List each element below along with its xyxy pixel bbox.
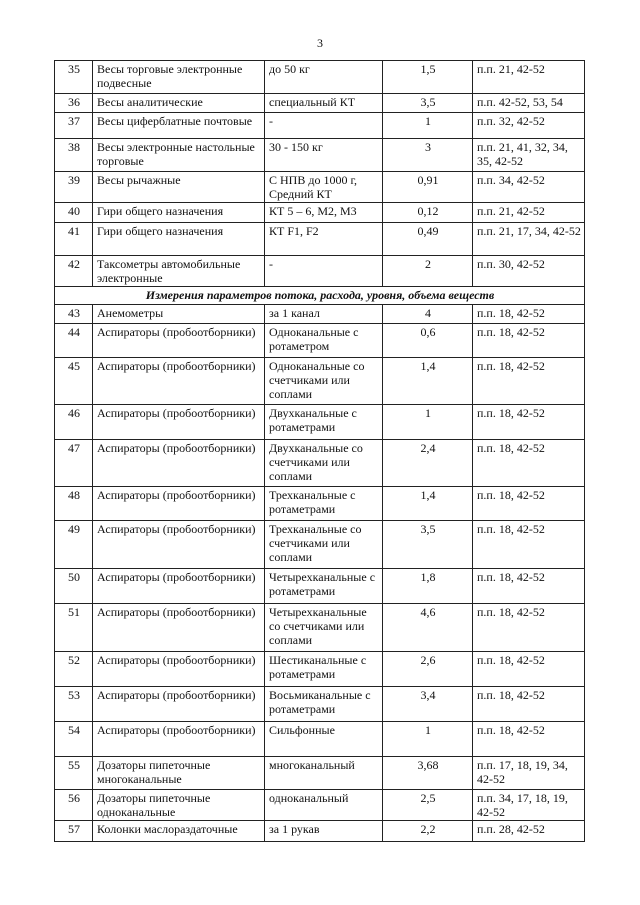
row-reference: п.п. 18, 42-52	[473, 440, 585, 487]
row-value: 2,2	[383, 821, 473, 842]
row-value: 4	[383, 305, 473, 324]
row-reference: п.п. 18, 42-52	[473, 652, 585, 687]
instrument-name: Аспираторы (пробоотборники)	[93, 604, 265, 652]
row-number: 50	[55, 569, 93, 604]
table-row	[55, 487, 585, 521]
row-number: 43	[55, 305, 93, 324]
page-number: 3	[317, 36, 323, 50]
row-value: 1	[383, 405, 473, 440]
row-number: 49	[55, 521, 93, 569]
row-reference: п.п. 30, 42-52	[473, 256, 585, 287]
instrument-spec: Трехканальные с ротаметрами	[265, 487, 383, 521]
row-value: 1	[383, 722, 473, 757]
instrument-spec: Трехканальные со счетчиками или соплами	[265, 521, 383, 569]
table-row	[55, 757, 585, 790]
table-row	[55, 94, 585, 113]
row-reference: п.п. 34, 17, 18, 19, 42-52	[473, 790, 585, 821]
table-row	[55, 358, 585, 405]
instrument-name: Весы рычажные	[93, 172, 265, 203]
instrument-name: Аспираторы (пробоотборники)	[93, 569, 265, 604]
instrument-name: Аспираторы (пробоотборники)	[93, 687, 265, 722]
instrument-spec: Четырехканальные со счетчиками или соплами	[265, 604, 383, 652]
row-value: 1,8	[383, 569, 473, 604]
instrument-name: Аспираторы (пробоотборники)	[93, 521, 265, 569]
instrument-name: Весы циферблатные почтовые	[93, 113, 265, 139]
row-value: 3,5	[383, 521, 473, 569]
instrument-spec: Двухканальные с ротаметрами	[265, 405, 383, 440]
row-value: 4,6	[383, 604, 473, 652]
instrument-spec: С НПВ до 1000 г, Средний КТ	[265, 172, 383, 203]
instrument-name: Аспираторы (пробоотборники)	[93, 358, 265, 405]
row-value: 3,4	[383, 687, 473, 722]
row-reference: п.п. 18, 42-52	[473, 487, 585, 521]
row-number: 53	[55, 687, 93, 722]
row-reference: п.п. 28, 42-52	[473, 821, 585, 842]
row-reference: п.п. 18, 42-52	[473, 405, 585, 440]
row-number: 45	[55, 358, 93, 405]
row-reference: п.п. 42-52, 53, 54	[473, 94, 585, 113]
row-value: 2,6	[383, 652, 473, 687]
instrument-spec: Одноканальные с ротаметром	[265, 324, 383, 358]
row-reference: п.п. 34, 42-52	[473, 172, 585, 203]
instrument-name: Таксометры автомобильные электронные	[93, 256, 265, 287]
instrument-spec: многоканальный	[265, 757, 383, 790]
instrument-name: Аспираторы (пробоотборники)	[93, 652, 265, 687]
instrument-spec: Восьмиканальные с ротаметрами	[265, 687, 383, 722]
row-reference: п.п. 21, 42-52	[473, 61, 585, 94]
instrument-name: Аспираторы (пробоотборники)	[93, 440, 265, 487]
row-value: 1,4	[383, 487, 473, 521]
instrument-name: Гири общего назначения	[93, 223, 265, 256]
instrument-name: Колонки маслораздаточные	[93, 821, 265, 842]
instrument-name: Дозаторы пипеточные одноканальные	[93, 790, 265, 821]
row-number: 35	[55, 61, 93, 94]
row-reference: п.п. 21, 42-52	[473, 203, 585, 223]
row-number: 36	[55, 94, 93, 113]
instrument-name: Весы электронные настольные торговые	[93, 139, 265, 172]
instrument-spec: 30 - 150 кг	[265, 139, 383, 172]
row-reference: п.п. 17, 18, 19, 34, 42-52	[473, 757, 585, 790]
row-reference: п.п. 18, 42-52	[473, 722, 585, 757]
row-number: 39	[55, 172, 93, 203]
row-number: 54	[55, 722, 93, 757]
row-number: 37	[55, 113, 93, 139]
row-reference: п.п. 32, 42-52	[473, 113, 585, 139]
table-row	[55, 324, 585, 358]
row-reference: п.п. 18, 42-52	[473, 604, 585, 652]
row-number: 51	[55, 604, 93, 652]
row-number: 38	[55, 139, 93, 172]
table-body	[55, 61, 585, 842]
table-row	[55, 405, 585, 440]
instrument-spec: до 50 кг	[265, 61, 383, 94]
instrument-name: Гири общего назначения	[93, 203, 265, 223]
row-reference: п.п. 18, 42-52	[473, 569, 585, 604]
row-reference: п.п. 18, 42-52	[473, 358, 585, 405]
row-number: 41	[55, 223, 93, 256]
row-value: 0,12	[383, 203, 473, 223]
row-value: 3	[383, 139, 473, 172]
instrument-spec: специальный КТ	[265, 94, 383, 113]
row-number: 42	[55, 256, 93, 287]
row-number: 56	[55, 790, 93, 821]
instrument-name: Весы торговые электронные подвесные	[93, 61, 265, 94]
table-row	[55, 203, 585, 223]
table-row	[55, 604, 585, 652]
instrument-spec: Двухканальные со счетчиками или соплами	[265, 440, 383, 487]
instrument-spec: Сильфонные	[265, 722, 383, 757]
section-header-row	[55, 287, 585, 305]
table-row	[55, 139, 585, 172]
instrument-spec: КТ 5 – 6, М2, М3	[265, 203, 383, 223]
table-row	[55, 223, 585, 256]
instrument-spec: Шестиканальные с ротаметрами	[265, 652, 383, 687]
instrument-spec: -	[265, 113, 383, 139]
row-number: 47	[55, 440, 93, 487]
row-reference: п.п. 18, 42-52	[473, 324, 585, 358]
instrument-name: Аспираторы (пробоотборники)	[93, 324, 265, 358]
table-row	[55, 256, 585, 287]
row-value: 1,5	[383, 61, 473, 94]
row-value: 3,68	[383, 757, 473, 790]
instrument-spec: Одноканальные со счетчиками или соплами	[265, 358, 383, 405]
instrument-name: Весы аналитические	[93, 94, 265, 113]
row-value: 2,5	[383, 790, 473, 821]
instrument-name: Анемометры	[93, 305, 265, 324]
table-row	[55, 172, 585, 203]
section-title: Измерения параметров потока, расхода, уровня, объема веществ	[55, 287, 585, 305]
row-number: 52	[55, 652, 93, 687]
row-value: 1	[383, 113, 473, 139]
table-row	[55, 113, 585, 139]
row-reference: п.п. 18, 42-52	[473, 687, 585, 722]
row-number: 40	[55, 203, 93, 223]
row-number: 55	[55, 757, 93, 790]
instrument-spec: за 1 канал	[265, 305, 383, 324]
instrument-name: Аспираторы (пробоотборники)	[93, 722, 265, 757]
row-number: 57	[55, 821, 93, 842]
instrument-spec: -	[265, 256, 383, 287]
row-value: 2	[383, 256, 473, 287]
table-row	[55, 569, 585, 604]
row-value: 0,49	[383, 223, 473, 256]
table-row	[55, 305, 585, 324]
table-row	[55, 790, 585, 821]
instrument-spec: одноканальный	[265, 790, 383, 821]
price-table	[54, 60, 585, 842]
row-reference: п.п. 21, 41, 32, 34, 35, 42-52	[473, 139, 585, 172]
row-number: 48	[55, 487, 93, 521]
table-row	[55, 521, 585, 569]
table-row	[55, 652, 585, 687]
row-reference: п.п. 18, 42-52	[473, 305, 585, 324]
instrument-spec: КТ F1, F2	[265, 223, 383, 256]
table-row	[55, 722, 585, 757]
row-value: 3,5	[383, 94, 473, 113]
row-reference: п.п. 18, 42-52	[473, 521, 585, 569]
instrument-name: Аспираторы (пробоотборники)	[93, 405, 265, 440]
table-row	[55, 61, 585, 94]
instrument-spec: за 1 рукав	[265, 821, 383, 842]
row-reference: п.п. 21, 17, 34, 42-52	[473, 223, 585, 256]
instrument-spec: Четырехканальные с ротаметрами	[265, 569, 383, 604]
row-value: 0,6	[383, 324, 473, 358]
row-value: 2,4	[383, 440, 473, 487]
row-number: 44	[55, 324, 93, 358]
row-value: 1,4	[383, 358, 473, 405]
instrument-name: Дозаторы пипеточные многоканальные	[93, 757, 265, 790]
row-number: 46	[55, 405, 93, 440]
instrument-name: Аспираторы (пробоотборники)	[93, 487, 265, 521]
table-row	[55, 440, 585, 487]
table-row	[55, 687, 585, 722]
row-value: 0,91	[383, 172, 473, 203]
table-row	[55, 821, 585, 842]
